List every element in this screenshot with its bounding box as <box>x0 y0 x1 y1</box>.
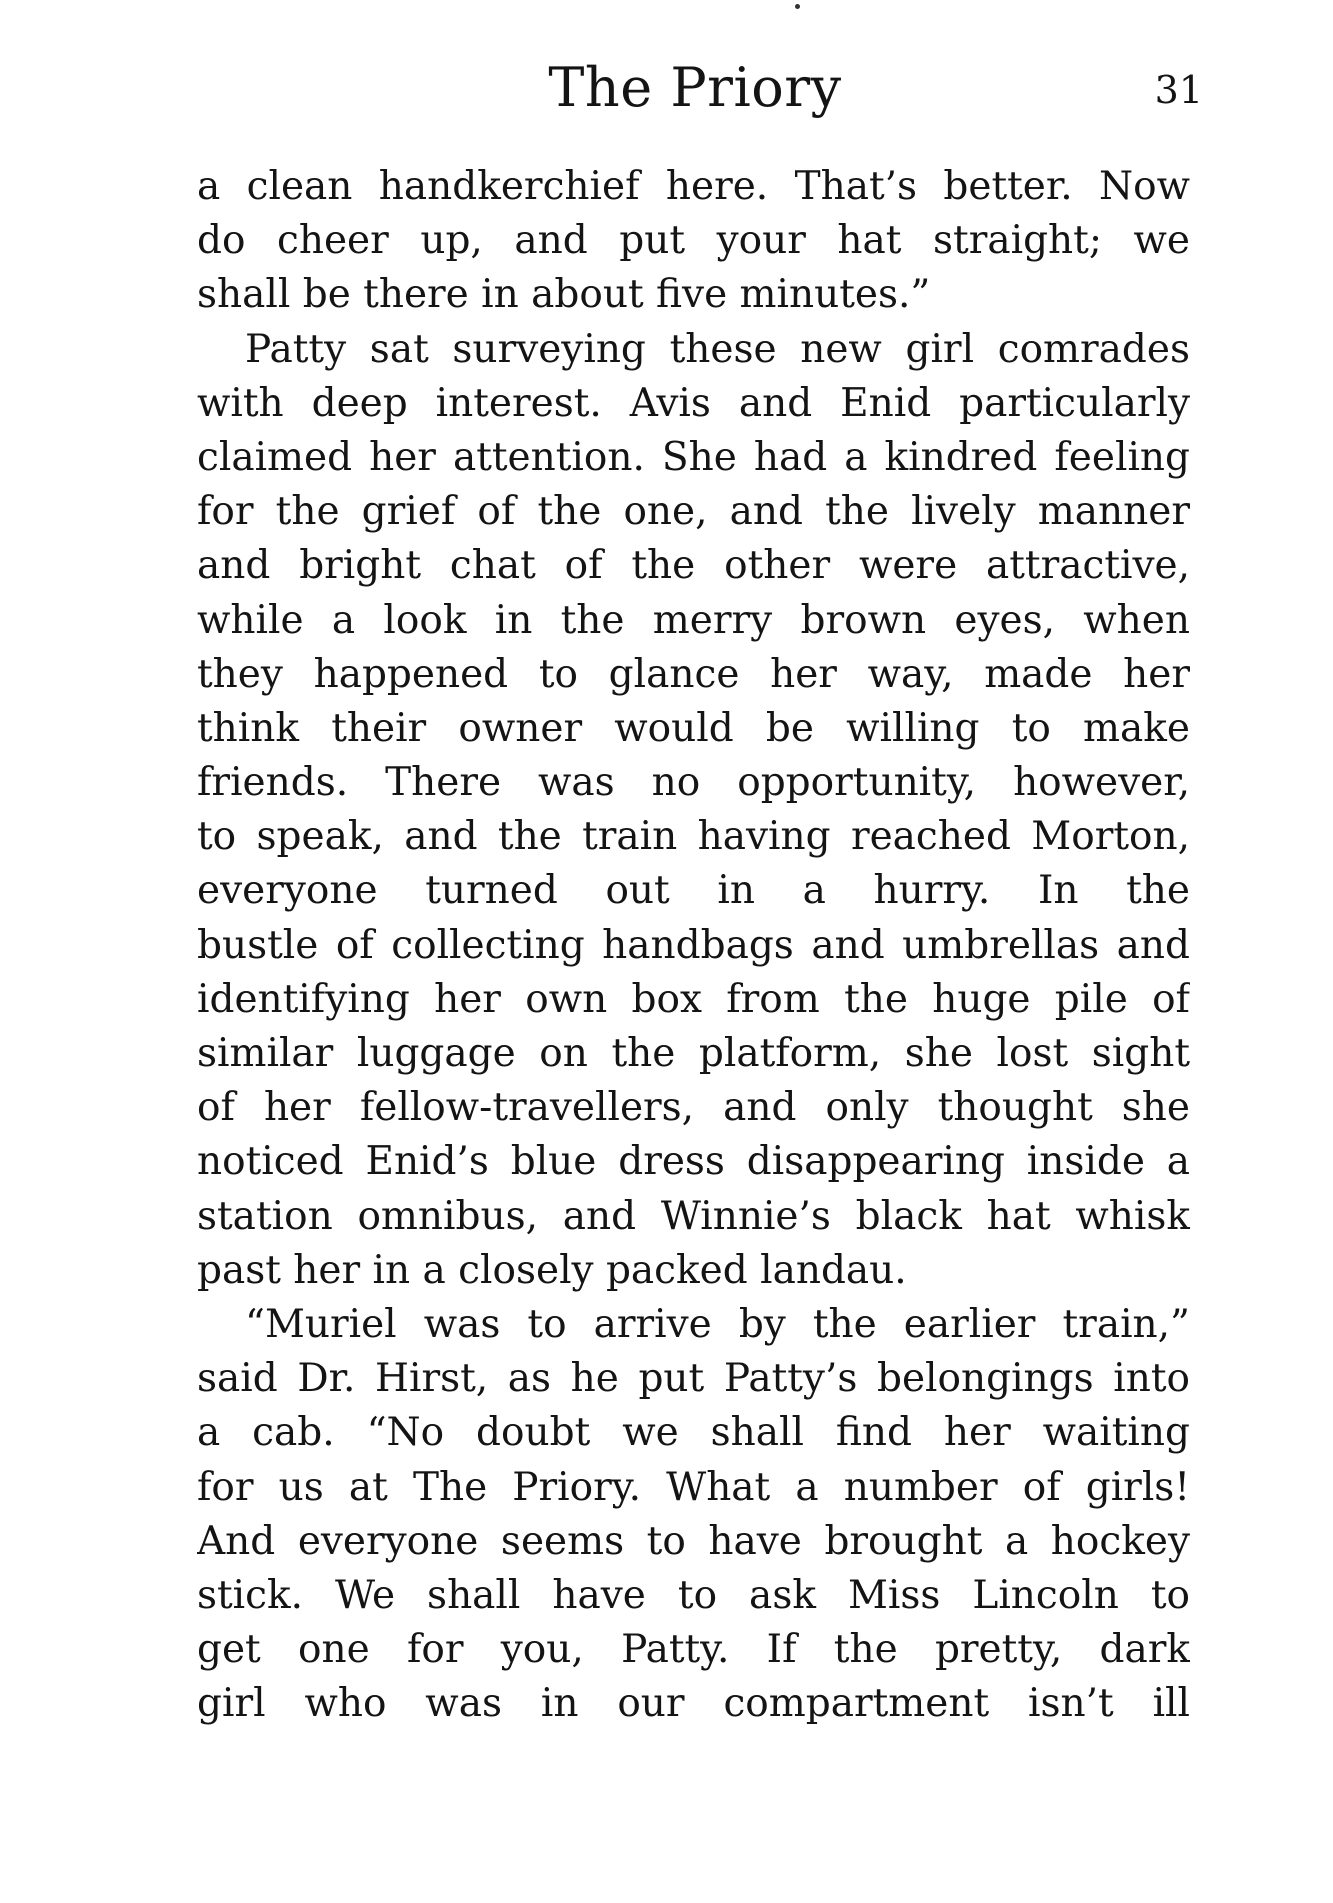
paragraph-start-line: Patty sat surveying these new girl comrades <box>245 326 1190 372</box>
text-line: for us at The Priory. What a number of girls! <box>197 1464 1190 1510</box>
text-line: girl who was in our compartment isn’t ill <box>197 1681 1190 1727</box>
running-title: The Priory <box>548 56 842 119</box>
paragraph-start-line: “Muriel was to arrive by the earlier train,” <box>245 1301 1190 1347</box>
text-line: they happened to glance her way, made her <box>197 651 1190 697</box>
text-line: claimed her attention. She had a kindred feeling <box>197 434 1190 480</box>
text-line: past her in a closely packed landau. <box>197 1247 907 1293</box>
text-line: similar luggage on the platform, she lost sight <box>197 1031 1190 1076</box>
text-line: bustle of collecting handbags and umbrellas and <box>197 922 1190 968</box>
text-line: to speak, and the train having reached Morton, <box>197 814 1190 860</box>
body-text <box>197 160 1190 1731</box>
text-line: with deep interest. Avis and Enid particularly <box>197 380 1190 426</box>
text-line: think their owner would be willing to make <box>197 705 1190 751</box>
text-line: while a look in the merry brown eyes, when <box>197 597 1190 643</box>
text-line: friends. There was no opportunity, however, <box>197 760 1190 806</box>
text-line: everyone turned out in a hurry. In the <box>197 868 1190 914</box>
text-line: for the grief of the one, and the lively manner <box>197 489 1190 535</box>
text-line: do cheer up, and put your hat straight; we <box>197 218 1190 264</box>
text-line: station omnibus, and Winnie’s black hat whisk <box>197 1193 1190 1239</box>
text-line: said Dr. Hirst, as he put Patty’s belongings into <box>197 1356 1190 1402</box>
text-line: of her fellow-travellers, and only thought she <box>197 1085 1190 1131</box>
print-speck <box>795 4 800 9</box>
text-line: noticed Enid’s blue dress disappearing inside a <box>197 1139 1190 1185</box>
text-line: get one for you, Patty. If the pretty, dark <box>197 1627 1190 1673</box>
running-head <box>195 48 1203 128</box>
text-line: shall be there in about five minutes.” <box>197 272 931 318</box>
text-line: a cab. “No doubt we shall find her waiting <box>197 1410 1190 1456</box>
page-number: 31 <box>1154 68 1203 112</box>
text-line: And everyone seems to have brought a hockey <box>197 1518 1190 1564</box>
text-line: stick. We shall have to ask Miss Lincoln to <box>197 1572 1190 1618</box>
text-line: identifying her own box from the huge pile of <box>197 976 1190 1022</box>
text-line: and bright chat of the other were attractive, <box>197 543 1190 589</box>
text-line: a clean handkerchief here. That’s better. Now <box>197 164 1190 209</box>
